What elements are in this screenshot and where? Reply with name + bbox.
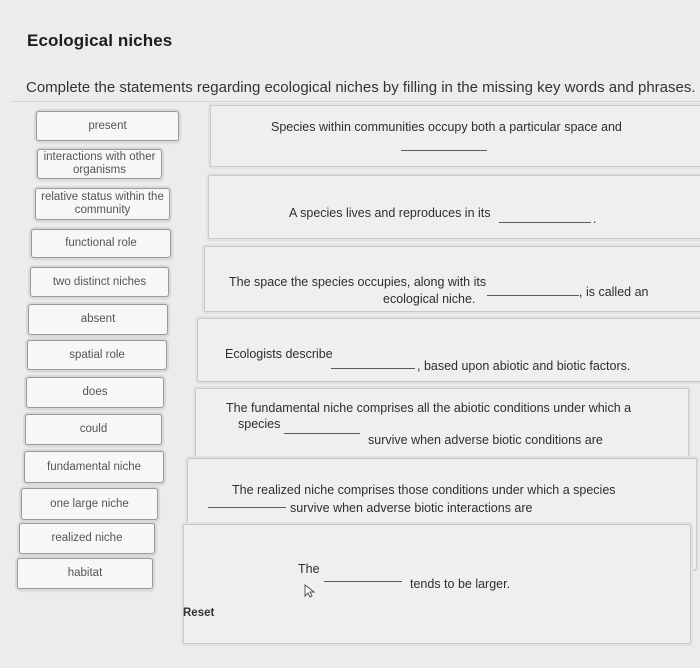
chip-label: realized niche [51, 532, 123, 544]
chip-label: habitat [67, 567, 103, 579]
statement-4 [197, 318, 700, 382]
statement-text: survive when adverse biotic conditions are [368, 433, 603, 447]
chip-label: functional role [65, 237, 137, 249]
statement-text: tends to be larger. [410, 577, 511, 591]
answer-blank[interactable] [499, 222, 591, 223]
answer-blank[interactable] [284, 433, 360, 434]
answer-blank[interactable] [324, 581, 402, 582]
statement-end: . [593, 212, 597, 226]
statement-text: species [238, 417, 281, 431]
chip-spatial-role[interactable] [27, 340, 167, 370]
statement-text: ecological niche. [383, 292, 476, 306]
statement-text: Species within communities occupy both a particular space and [271, 120, 622, 134]
chip-does[interactable] [26, 377, 164, 408]
divider [10, 101, 700, 102]
statement-text: The space the species occupies, along with its [229, 275, 487, 289]
statement-text: The fundamental niche comprises all the abiotic conditions under which a [226, 401, 632, 415]
chip-label: interactions with other organisms [43, 151, 156, 176]
statement-text: The [298, 562, 320, 576]
statement-text: A species lives and reproduces in its [289, 206, 491, 220]
chip-two-distinct-niches[interactable] [30, 267, 169, 297]
chip-habitat[interactable] [17, 558, 153, 589]
answer-blank[interactable] [331, 368, 415, 369]
chip-label: present [88, 119, 127, 132]
instructions-text: Complete the statements regarding ecological niches by filling in the missing key words and phrases. [26, 79, 696, 96]
statement-1 [210, 105, 700, 167]
chip-realized-niche[interactable] [19, 523, 155, 554]
chip-one-large-niche[interactable] [21, 488, 158, 520]
chip-present[interactable] [36, 111, 179, 141]
chip-fundamental-niche[interactable] [24, 451, 164, 483]
statement-3 [204, 246, 700, 312]
statement-text: The realized niche comprises those conditions under which a species [232, 483, 616, 497]
chip-absent[interactable] [28, 304, 168, 335]
chip-label: two distinct niches [52, 275, 147, 288]
answer-blank[interactable] [401, 150, 487, 151]
chip-label: one large niche [50, 497, 129, 510]
reset-button[interactable]: Reset [183, 607, 215, 619]
chip-label: relative status within the community [41, 191, 164, 216]
chip-functional-role[interactable] [31, 229, 171, 258]
chip-label: absent [80, 313, 116, 325]
answer-blank[interactable] [208, 507, 286, 508]
chip-interactions-with-other-organisms[interactable] [37, 149, 162, 179]
chip-label: could [79, 423, 108, 435]
page-title: Ecological niches [27, 31, 173, 50]
statement-7 [183, 524, 691, 644]
statement-text: , is called an [579, 285, 649, 299]
statement-text: survive when adverse biotic interactions are [290, 501, 533, 515]
statement-text: Ecologists describe [225, 347, 333, 361]
chip-label: fundamental niche [47, 460, 141, 473]
answer-blank[interactable] [487, 295, 579, 296]
chip-label: spatial role [69, 348, 125, 361]
statement-text: , based upon abiotic and biotic factors. [417, 359, 631, 373]
statement-5 [195, 388, 689, 466]
chip-could[interactable] [25, 414, 162, 445]
mouse-pointer-icon [304, 584, 316, 598]
chip-relative-status-within-the-community[interactable] [35, 188, 170, 220]
chip-label: does [82, 386, 108, 398]
statement-2 [208, 175, 700, 239]
